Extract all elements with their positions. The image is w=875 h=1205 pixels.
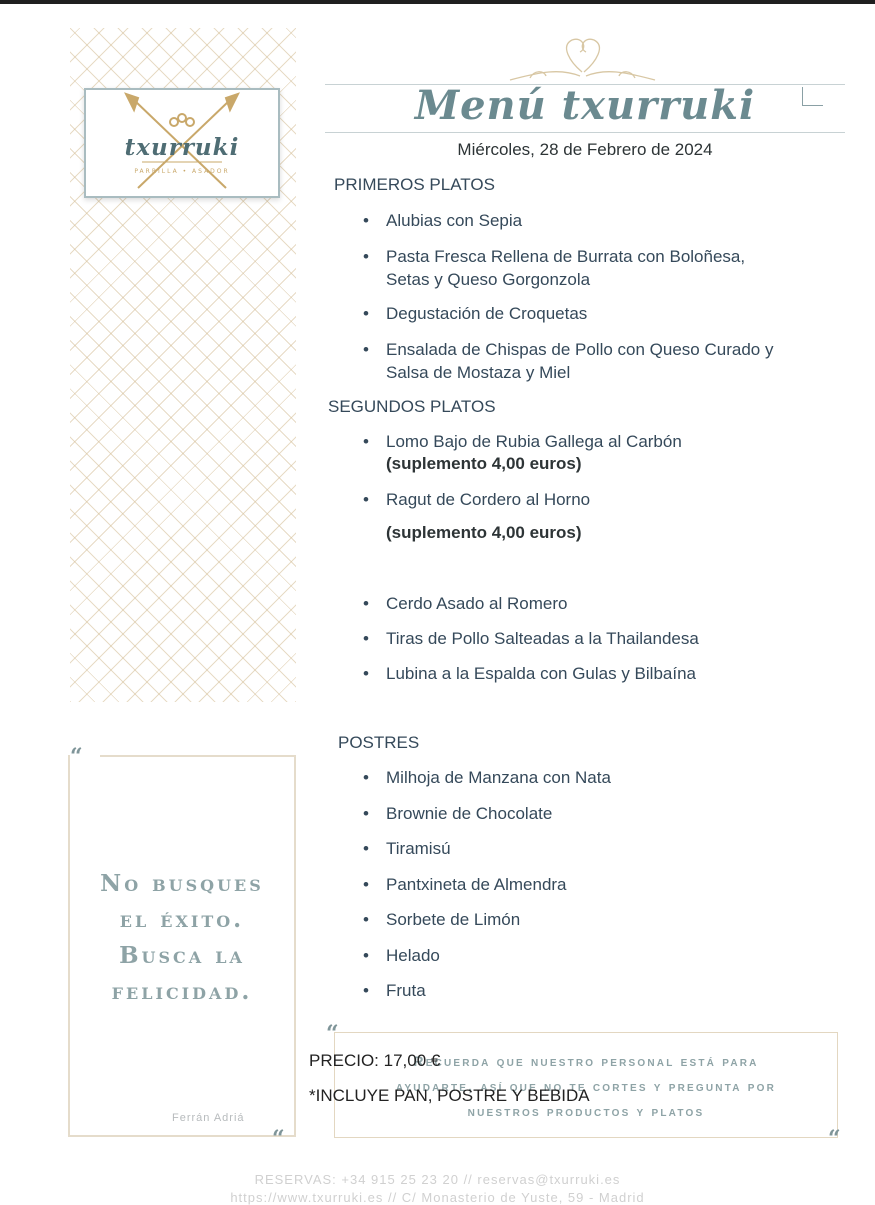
bullet-icon: • <box>363 875 369 894</box>
quote-author: Ferrán Adriá <box>172 1112 245 1124</box>
list-item: • Lubina a la Espalda con Gulas y Bilbaína <box>360 662 800 685</box>
list-item: • Pasta Fresca Rellena de Burrata con Boloñesa, <box>360 245 800 268</box>
bullet-icon: • <box>363 910 369 929</box>
list-item: • Degustación de Croquetas <box>360 302 800 325</box>
bullet-icon: • <box>363 247 369 266</box>
list-item: • Pantxineta de Almendra <box>360 873 800 896</box>
list-item: • Alubias con Sepia <box>360 209 800 232</box>
list-item: • Sorbete de Limón <box>360 908 800 931</box>
list-item: • Milhoja de Manzana con Nata <box>360 766 800 789</box>
menu-title: Menú txurruki <box>414 82 756 129</box>
close-quote-icon: “ <box>272 1126 285 1152</box>
bullet-icon: • <box>363 594 369 613</box>
bullet-icon: • <box>363 629 369 648</box>
list-item: • Ragut de Cordero al Horno <box>360 488 800 511</box>
top-edge-bar <box>0 0 875 4</box>
bullet-icon: • <box>363 981 369 1000</box>
section-heading-segundos: SEGUNDOS PLATOS <box>328 397 496 416</box>
logo-wordmark: txurruki <box>124 134 240 161</box>
list-item-continuation: Salsa de Mostaza y Miel <box>386 363 571 382</box>
close-quote-icon: “ <box>828 1126 841 1152</box>
bullet-icon: • <box>363 304 369 323</box>
list-item: • Cerdo Asado al Romero <box>360 592 800 615</box>
bullet-icon: • <box>363 432 369 451</box>
title-rule-bottom <box>325 132 845 133</box>
supplement-note: (suplemento 4,00 euros) <box>386 523 582 542</box>
section-heading-primeros: PRIMEROS PLATOS <box>334 175 495 194</box>
list-item: • Fruta <box>360 979 800 1002</box>
footer-address: https://www.txurruki.es // C/ Monasterio de Yuste, 59 - Madrid <box>230 1190 645 1205</box>
section-heading-postres: POSTRES <box>338 733 420 752</box>
footer-reservations: RESERVAS: +34 915 25 23 20 // reservas@txurruki.es <box>254 1172 621 1187</box>
bullet-icon: • <box>363 490 369 509</box>
bullet-icon: • <box>363 839 369 858</box>
bullet-icon: • <box>363 211 369 230</box>
open-quote-icon: “ <box>326 1021 339 1047</box>
price-includes-note: *INCLUYE PAN, POSTRE Y BEBIDA <box>309 1086 590 1105</box>
open-quote-icon: “ <box>70 744 83 770</box>
menu-date: Miércoles, 28 de Febrero de 2024 <box>457 140 713 159</box>
list-item: • Helado <box>360 944 800 967</box>
list-item: • Tiramisú <box>360 837 800 860</box>
left-quote-frame-top <box>100 755 294 757</box>
left-quote-text: No busques el éxito. Busca la felicidad. <box>100 870 264 1005</box>
bullet-icon: • <box>363 340 369 359</box>
flourish-ornament-icon <box>500 32 665 84</box>
bullet-icon: • <box>363 946 369 965</box>
list-item: • Tiras de Pollo Salteadas a la Thailandesa <box>360 627 800 650</box>
menu-price: PRECIO: 17,00 € <box>309 1051 441 1070</box>
restaurant-logo <box>84 88 280 198</box>
list-item: • Lomo Bajo de Rubia Gallega al Carbón <box>360 430 800 453</box>
logo-tagline: PARRILLA • ASADOR <box>134 168 230 175</box>
list-item-continuation: Setas y Queso Gorgonzola <box>386 270 591 289</box>
right-quote-text: Recuerda que nuestro personal está para ayudarte, así que no te cortes y pregunta por nuestros productos y platos <box>395 1053 777 1119</box>
bullet-icon: • <box>363 768 369 787</box>
bullet-icon: • <box>363 664 369 683</box>
list-item: • Brownie de Chocolate <box>360 802 800 825</box>
bullet-icon: • <box>363 804 369 823</box>
supplement-note: (suplemento 4,00 euros) <box>386 454 582 473</box>
list-item: • Ensalada de Chispas de Pollo con Queso Curado y <box>360 338 800 361</box>
